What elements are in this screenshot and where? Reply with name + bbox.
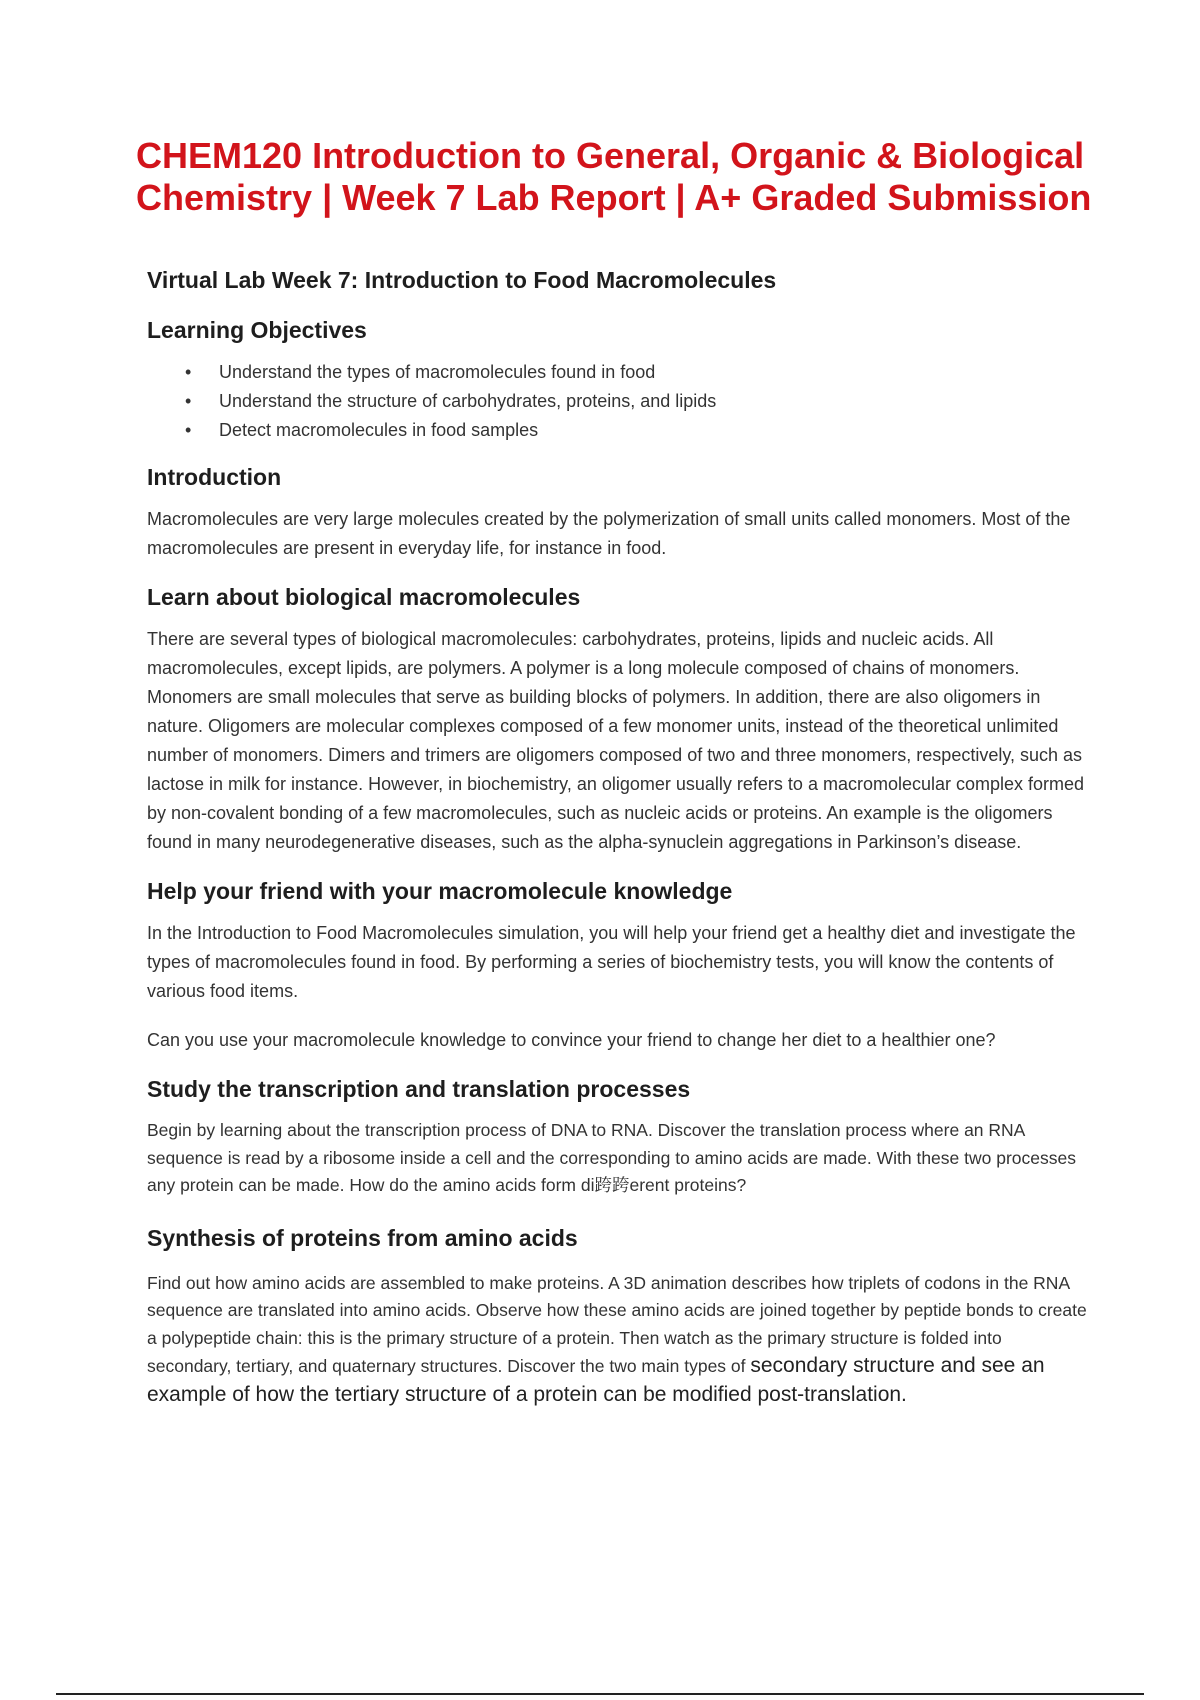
learning-objectives-list [147, 358, 1087, 445]
introduction-section [147, 463, 1087, 563]
biological-macromolecules-section [147, 583, 1087, 857]
help-friend-heading: Help your friend with your macromolecule knowledge [147, 878, 733, 904]
list-item [147, 416, 1087, 445]
bullet-icon: • [185, 362, 192, 382]
synthesis-section [147, 1224, 1087, 1410]
synthesis-paragraph-tail: secondary structure and see an example of how the tertiary structure of a protein can be modified post-translation. [147, 1354, 1045, 1406]
synthesis-paragraph-main: Find out how amino acids are assembled to make proteins. A 3D animation describes how triplets of codons in the RNA sequence are translated into amino acids. Observe how these amino acids are joined together by peptide bonds to create a polypeptide chain: this is the primary structure of a protein. Then watch as the primary structure is folded into secondary, tertiary, and quaternary structures. Discover the two main types of [147, 1272, 1087, 1376]
help-friend-paragraph-1: In the Introduction to Food Macromolecules simulation, you will help your friend get a healthy diet and investigate the types of macromolecules found in food. By performing a series of biochemistry tests, you will know the contents of various food items. [147, 923, 1076, 1001]
list-item [147, 387, 1087, 416]
lab-title: Virtual Lab Week 7: Introduction to Food Macromolecules [147, 267, 777, 293]
objective-text: Understand the structure of carbohydrates, proteins, and lipids [219, 391, 717, 411]
bullet-icon: • [185, 391, 192, 411]
help-friend-section [147, 877, 1087, 1055]
objective-text: Detect macromolecules in food samples [219, 420, 539, 440]
document-title: CHEM120 Introduction to General, Organic & Biological Chemistry | Week 7 Lab Report | A+ Graded Submission [136, 135, 1092, 218]
synthesis-heading: Synthesis of proteins from amino acids [147, 1224, 578, 1251]
help-friend-paragraph-2: Can you use your macromolecule knowledge to convince your friend to change her diet to a healthier one? [147, 1030, 996, 1050]
learning-objectives-section [147, 316, 1087, 445]
introduction-paragraph: Macromolecules are very large molecules created by the polymerization of small units called monomers. Most of the macromolecules are present in everyday life, for instance in food. [147, 509, 1071, 558]
bullet-icon: • [185, 420, 192, 440]
synthesis-paragraph [147, 1270, 1087, 1410]
objective-text: Understand the types of macromolecules found in food [219, 362, 656, 382]
page-bottom-divider [56, 1693, 1144, 1695]
biological-macromolecules-heading: Learn about biological macromolecules [147, 584, 581, 610]
introduction-heading: Introduction [147, 464, 282, 490]
transcription-section [147, 1075, 1087, 1200]
transcription-heading: Study the transcription and translation processes [147, 1076, 691, 1102]
learning-objectives-heading: Learning Objectives [147, 317, 367, 343]
document-body [147, 266, 1087, 1429]
biological-macromolecules-paragraph: There are several types of biological macromolecules: carbohydrates, proteins, lipids and nucleic acids. All macromolecules, except lipids, are polymers. A polymer is a long molecule composed of chains of monomers. Monomers are small molecules that serve as building blocks of polymers. In addition, there are also oligomers in nature. Oligomers are molecular complexes composed of a few monomer units, instead of the theoretical unlimited number of monomers. Dimers and trimers are oligomers composed of two and three monomers, respectively, such as lactose in milk for instance. However, in biochemistry, an oligomer usually refers to a macromolecular complex formed by non-covalent bonding of a few macromolecules, such as nucleic acids or proteins. An example is the oligomers found in many neurodegenerative diseases, such as the alpha-synuclein aggregations in Parkinson’s disease. [147, 629, 1085, 852]
list-item [147, 358, 1087, 387]
transcription-paragraph: Begin by learning about the transcription process of DNA to RNA. Discover the translation process where an RNA sequence is read by a ribosome inside a cell and the corresponding to amino acids are made. With these two processes any protein can be made. How do the amino acids form di跨跨erent proteins? [147, 1120, 1076, 1195]
